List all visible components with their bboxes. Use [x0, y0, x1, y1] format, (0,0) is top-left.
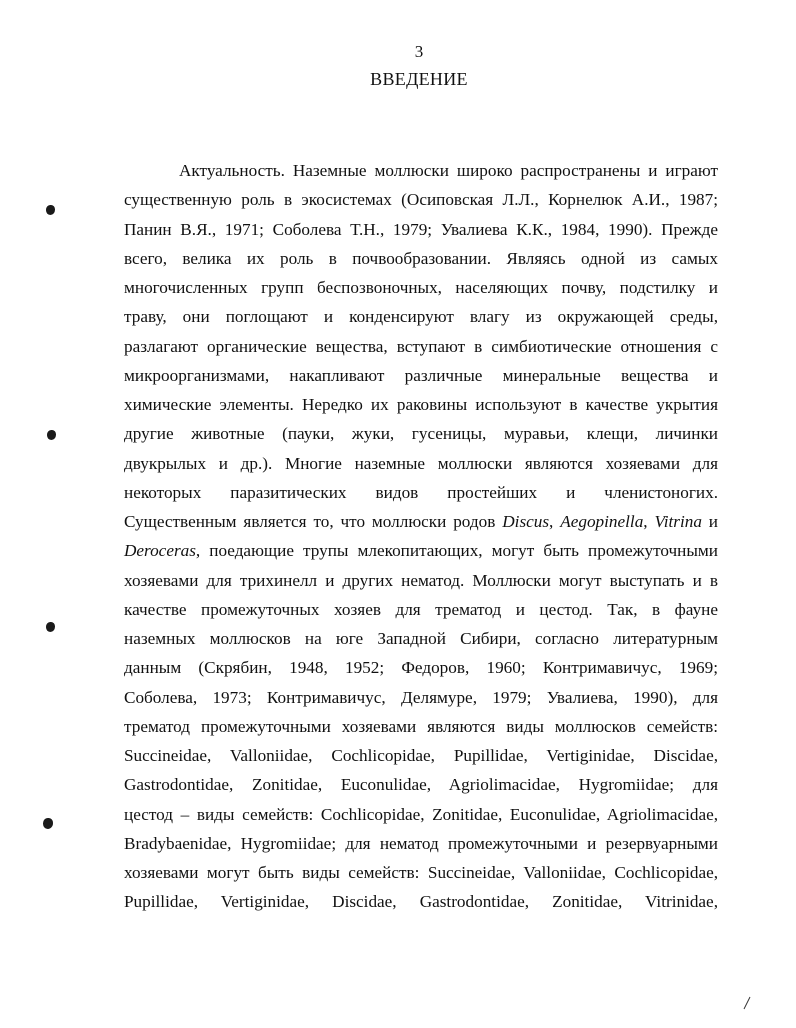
text-line: хозяевами для трихинелл и других нематод. Моллюски могут выступать и в [124, 570, 718, 590]
text-line: двукрылых и др.). Многие наземные моллюски являются хозяевами для [124, 453, 718, 473]
text-line: трематод промежуточными хозяевами являются виды моллюсков семейств: [124, 716, 718, 736]
text-line: траву, они поглощают и конденсируют влагу из окружающей среды, [124, 307, 718, 327]
body-paragraph [124, 156, 718, 917]
text-line: Pupillidae, Vertiginidae, Discidae, Gastrodontidae, Zonitidae, Vitrinidae, [124, 892, 718, 912]
text-fragment: , поедающие трупы млекопитающих, могут быть промежуточными [195, 541, 718, 561]
genus-name: Vitrina [654, 512, 702, 531]
text-line-genera [124, 507, 718, 536]
text-line: Соболева, 1973; Контримавичус, Делямуре, 1979; Увалиева, 1990), для [124, 687, 718, 707]
scan-mark-icon [742, 996, 752, 1010]
text-line: химические элементы. Нередко их раковины используют в качестве укрытия [124, 395, 718, 414]
section-title: ВВЕДЕНИЕ [370, 69, 468, 89]
text-line: всего, велика их роль в почвообразовании. Являясь одной из самых [124, 248, 718, 268]
text-line: некоторых паразитических видов простейших и членистоногих. [124, 482, 718, 502]
binder-hole-mark [43, 818, 53, 829]
text-line: Bradybaenidae, Hygromiidae; для нематод промежуточными и резервуарными [124, 833, 718, 853]
page-number: 3 [414, 42, 424, 61]
binder-hole-mark [46, 205, 55, 215]
text-line: наземных моллюсков на юге Западной Сибири, согласно литературным [124, 629, 718, 648]
text-line: микроорганизмами, накапливают различные минеральные вещества и [124, 365, 718, 385]
binder-hole-mark [46, 622, 55, 632]
text-fragment: и [701, 512, 719, 531]
text-line: Gastrodontidae, Zonitidae, Euconulidae, Agriolimacidae, Hygromiidae; для [124, 775, 718, 795]
genus-name: Deroceras [124, 541, 196, 561]
text-line: многочисленных групп беспозвоночных, населяющих почву, подстилку и [124, 278, 718, 297]
text-line: Панин В.Я., 1971; Соболева Т.Н., 1979; Увалиева К.К., 1984, 1990). Прежде [124, 219, 718, 239]
text-line: разлагают органические вещества, вступают в симбиотические отношения с [124, 336, 718, 356]
text-line-genera [124, 536, 718, 565]
text-line: цестод – виды семейств: Cochlicopidae, Zonitidae, Euconulidae, Agriolimacidae, [124, 804, 718, 824]
text-fragment: Существенным является то, что моллюски родов [124, 512, 503, 531]
text-fragment: , [643, 512, 655, 531]
genus-name: Discus [502, 512, 550, 531]
text-line: хозяевами могут быть виды семейств: Succineidae, Valloniidae, Cochlicopidae, [124, 863, 718, 882]
text-fragment: , [549, 512, 561, 531]
text-line: другие животные (пауки, жуки, гусеницы, муравьи, клещи, личинки [124, 424, 718, 444]
binder-hole-mark [47, 430, 56, 440]
text-line: Актуальность. Наземные моллюски широко распространены и играют [179, 161, 718, 180]
text-line: качестве промежуточных хозяев для трематод и цестод. Так, в фауне [124, 599, 718, 619]
text-line: Succineidae, Valloniidae, Cochlicopidae, Pupillidae, Vertiginidae, Discidae, [124, 746, 718, 765]
text-line: данным (Скрябин, 1948, 1952; Федоров, 1960; Контримавичус, 1969; [124, 658, 718, 678]
text-line: существенную роль в экосистемах (Осиповская Л.Л., Корнелюк А.И., 1987; [124, 190, 718, 210]
genus-name: Aegopinella [560, 512, 644, 531]
